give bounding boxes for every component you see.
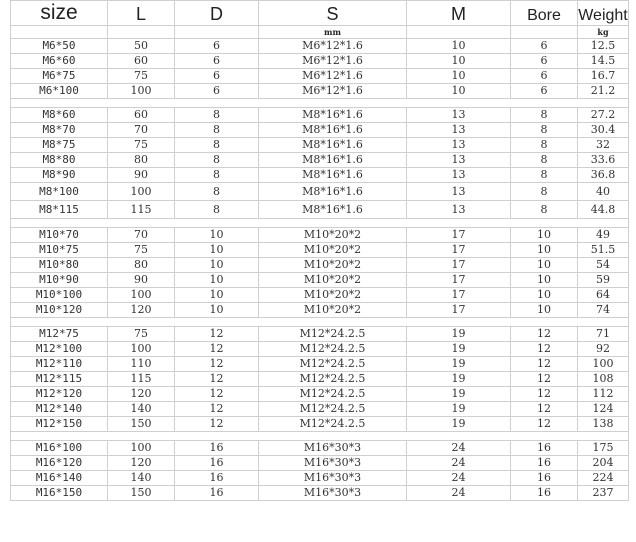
cell-m: 19 — [407, 372, 511, 387]
cell-bore: 12 — [511, 417, 578, 432]
cell-weight: 51.5 — [578, 243, 629, 258]
cell-l: 100 — [108, 183, 175, 201]
cell-weight: 36.8 — [578, 168, 629, 183]
cell-s: M6*12*1.6 — [259, 69, 407, 84]
cell-d: 10 — [175, 258, 259, 273]
group-spacer — [11, 99, 629, 108]
cell-weight: 92 — [578, 342, 629, 357]
cell-s: M10*20*2 — [259, 288, 407, 303]
cell-weight: 175 — [578, 441, 629, 456]
cell-bore: 16 — [511, 486, 578, 501]
table-row — [11, 288, 629, 303]
cell-l: 75 — [108, 138, 175, 153]
cell-m: 24 — [407, 441, 511, 456]
cell-m: 17 — [407, 228, 511, 243]
spec-table — [10, 0, 629, 501]
table-row — [11, 183, 629, 201]
cell-s: M10*20*2 — [259, 258, 407, 273]
table-row — [11, 84, 629, 99]
table-row — [11, 69, 629, 84]
cell-d: 10 — [175, 273, 259, 288]
cell-size: M12*75 — [11, 327, 108, 342]
cell-size: M10*90 — [11, 273, 108, 288]
cell-s: M8*16*1.6 — [259, 108, 407, 123]
table-row — [11, 39, 629, 54]
cell-bore: 12 — [511, 387, 578, 402]
cell-m: 19 — [407, 417, 511, 432]
cell-weight: 138 — [578, 417, 629, 432]
group-spacer — [11, 432, 629, 441]
cell-size: M8*115 — [11, 201, 108, 219]
cell-size: M8*75 — [11, 138, 108, 153]
cell-size: M12*115 — [11, 372, 108, 387]
cell-bore: 8 — [511, 183, 578, 201]
cell-size: M10*75 — [11, 243, 108, 258]
table-row — [11, 342, 629, 357]
cell-size: M16*140 — [11, 471, 108, 486]
cell-m: 13 — [407, 201, 511, 219]
cell-s: M10*20*2 — [259, 243, 407, 258]
table-row — [11, 486, 629, 501]
table-row — [11, 372, 629, 387]
cell-l: 75 — [108, 69, 175, 84]
cell-weight: 100 — [578, 357, 629, 372]
cell-m: 17 — [407, 303, 511, 318]
cell-m: 19 — [407, 357, 511, 372]
cell-m: 24 — [407, 456, 511, 471]
cell-d: 16 — [175, 456, 259, 471]
cell-weight: 108 — [578, 372, 629, 387]
cell-m: 10 — [407, 69, 511, 84]
cell-weight: 12.5 — [578, 39, 629, 54]
cell-s: M6*12*1.6 — [259, 39, 407, 54]
table-row — [11, 258, 629, 273]
cell-m: 19 — [407, 327, 511, 342]
cell-s: M16*30*3 — [259, 486, 407, 501]
cell-s: M10*20*2 — [259, 303, 407, 318]
cell-weight: 54 — [578, 258, 629, 273]
table-row — [11, 327, 629, 342]
cell-weight: 74 — [578, 303, 629, 318]
cell-l: 70 — [108, 123, 175, 138]
column-header-bore: Bore — [511, 1, 578, 26]
cell-l: 90 — [108, 273, 175, 288]
cell-l: 140 — [108, 471, 175, 486]
spacer-cell — [11, 99, 629, 108]
cell-weight: 21.2 — [578, 84, 629, 99]
cell-size: M12*120 — [11, 387, 108, 402]
cell-d: 8 — [175, 201, 259, 219]
column-header-m: M — [407, 1, 511, 26]
cell-weight: 27.2 — [578, 108, 629, 123]
spacer-cell — [11, 432, 629, 441]
cell-weight: 30.4 — [578, 123, 629, 138]
cell-d: 8 — [175, 138, 259, 153]
cell-d: 8 — [175, 183, 259, 201]
cell-s: M8*16*1.6 — [259, 201, 407, 219]
unit-cell-mm: mm — [259, 26, 407, 39]
cell-l: 110 — [108, 357, 175, 372]
cell-d: 12 — [175, 372, 259, 387]
column-header-d: D — [175, 1, 259, 26]
cell-m: 17 — [407, 288, 511, 303]
cell-d: 6 — [175, 39, 259, 54]
cell-bore: 16 — [511, 471, 578, 486]
cell-s: M6*12*1.6 — [259, 54, 407, 69]
cell-d: 12 — [175, 342, 259, 357]
table-row — [11, 54, 629, 69]
cell-m: 17 — [407, 243, 511, 258]
cell-bore: 12 — [511, 372, 578, 387]
cell-s: M16*30*3 — [259, 471, 407, 486]
cell-m: 10 — [407, 39, 511, 54]
cell-l: 150 — [108, 417, 175, 432]
cell-weight: 59 — [578, 273, 629, 288]
table-row — [11, 243, 629, 258]
cell-l: 50 — [108, 39, 175, 54]
cell-weight: 124 — [578, 402, 629, 417]
cell-size: M12*100 — [11, 342, 108, 357]
table-row — [11, 153, 629, 168]
cell-size: M8*60 — [11, 108, 108, 123]
cell-bore: 10 — [511, 303, 578, 318]
cell-m: 24 — [407, 471, 511, 486]
cell-d: 6 — [175, 69, 259, 84]
header-row — [11, 1, 629, 26]
cell-l: 150 — [108, 486, 175, 501]
cell-weight: 33.6 — [578, 153, 629, 168]
unit-cell — [11, 26, 108, 39]
cell-s: M8*16*1.6 — [259, 123, 407, 138]
cell-size: M8*90 — [11, 168, 108, 183]
cell-l: 115 — [108, 201, 175, 219]
cell-bore: 8 — [511, 108, 578, 123]
cell-d: 8 — [175, 153, 259, 168]
cell-d: 10 — [175, 303, 259, 318]
table-row — [11, 168, 629, 183]
unit-cell — [511, 26, 578, 39]
cell-weight: 40 — [578, 183, 629, 201]
cell-l: 115 — [108, 372, 175, 387]
cell-weight: 71 — [578, 327, 629, 342]
unit-cell-kg: kg — [578, 26, 629, 39]
cell-d: 10 — [175, 228, 259, 243]
cell-d: 10 — [175, 288, 259, 303]
cell-bore: 6 — [511, 39, 578, 54]
cell-m: 19 — [407, 387, 511, 402]
cell-l: 60 — [108, 54, 175, 69]
table-row — [11, 138, 629, 153]
cell-d: 12 — [175, 387, 259, 402]
cell-l: 75 — [108, 243, 175, 258]
cell-bore: 8 — [511, 123, 578, 138]
cell-bore: 6 — [511, 54, 578, 69]
cell-weight: 16.7 — [578, 69, 629, 84]
cell-l: 80 — [108, 258, 175, 273]
cell-bore: 8 — [511, 153, 578, 168]
cell-weight: 237 — [578, 486, 629, 501]
cell-m: 13 — [407, 183, 511, 201]
cell-bore: 10 — [511, 288, 578, 303]
cell-s: M10*20*2 — [259, 228, 407, 243]
table-row — [11, 123, 629, 138]
column-header-s: S — [259, 1, 407, 26]
cell-size: M10*80 — [11, 258, 108, 273]
cell-m: 13 — [407, 168, 511, 183]
cell-m: 13 — [407, 153, 511, 168]
cell-m: 19 — [407, 342, 511, 357]
cell-size: M12*110 — [11, 357, 108, 372]
cell-l: 100 — [108, 84, 175, 99]
cell-l: 100 — [108, 288, 175, 303]
cell-d: 10 — [175, 243, 259, 258]
cell-s: M8*16*1.6 — [259, 138, 407, 153]
cell-s: M6*12*1.6 — [259, 84, 407, 99]
cell-bore: 6 — [511, 69, 578, 84]
cell-size: M16*120 — [11, 456, 108, 471]
cell-weight: 112 — [578, 387, 629, 402]
cell-weight: 204 — [578, 456, 629, 471]
table-row — [11, 387, 629, 402]
table-row — [11, 456, 629, 471]
cell-s: M8*16*1.6 — [259, 168, 407, 183]
group-spacer — [11, 219, 629, 228]
cell-bore: 16 — [511, 456, 578, 471]
cell-size: M6*75 — [11, 69, 108, 84]
cell-s: M12*24.2.5 — [259, 387, 407, 402]
cell-weight: 224 — [578, 471, 629, 486]
unit-cell — [108, 26, 175, 39]
spacer-cell — [11, 318, 629, 327]
cell-bore: 8 — [511, 168, 578, 183]
cell-size: M10*70 — [11, 228, 108, 243]
table-body — [11, 39, 629, 501]
table-row — [11, 201, 629, 219]
cell-l: 120 — [108, 303, 175, 318]
cell-weight: 49 — [578, 228, 629, 243]
table-row — [11, 357, 629, 372]
cell-bore: 12 — [511, 342, 578, 357]
cell-s: M16*30*3 — [259, 456, 407, 471]
column-header-weight: Weight — [578, 1, 629, 26]
cell-l: 100 — [108, 441, 175, 456]
cell-m: 24 — [407, 486, 511, 501]
column-header-size: size — [11, 1, 108, 26]
table-row — [11, 441, 629, 456]
cell-size: M8*100 — [11, 183, 108, 201]
table-row — [11, 273, 629, 288]
cell-d: 8 — [175, 168, 259, 183]
cell-size: M8*70 — [11, 123, 108, 138]
cell-s: M8*16*1.6 — [259, 183, 407, 201]
cell-bore: 12 — [511, 357, 578, 372]
cell-bore: 6 — [511, 84, 578, 99]
cell-d: 8 — [175, 123, 259, 138]
cell-d: 16 — [175, 471, 259, 486]
cell-bore: 12 — [511, 327, 578, 342]
cell-m: 19 — [407, 402, 511, 417]
cell-s: M12*24.2.5 — [259, 402, 407, 417]
cell-bore: 8 — [511, 138, 578, 153]
cell-d: 12 — [175, 417, 259, 432]
cell-s: M10*20*2 — [259, 273, 407, 288]
cell-l: 90 — [108, 168, 175, 183]
unit-cell — [175, 26, 259, 39]
cell-bore: 12 — [511, 402, 578, 417]
cell-l: 120 — [108, 456, 175, 471]
cell-l: 120 — [108, 387, 175, 402]
cell-d: 8 — [175, 108, 259, 123]
cell-s: M16*30*3 — [259, 441, 407, 456]
cell-d: 12 — [175, 357, 259, 372]
cell-bore: 16 — [511, 441, 578, 456]
table-row — [11, 471, 629, 486]
cell-weight: 32 — [578, 138, 629, 153]
cell-size: M6*100 — [11, 84, 108, 99]
cell-m: 13 — [407, 108, 511, 123]
cell-m: 13 — [407, 138, 511, 153]
cell-l: 80 — [108, 153, 175, 168]
cell-size: M6*50 — [11, 39, 108, 54]
cell-s: M12*24.2.5 — [259, 417, 407, 432]
cell-d: 16 — [175, 486, 259, 501]
cell-weight: 14.5 — [578, 54, 629, 69]
cell-d: 12 — [175, 327, 259, 342]
cell-m: 10 — [407, 84, 511, 99]
cell-size: M6*60 — [11, 54, 108, 69]
group-spacer — [11, 318, 629, 327]
table-row — [11, 108, 629, 123]
cell-bore: 8 — [511, 201, 578, 219]
cell-l: 100 — [108, 342, 175, 357]
cell-d: 6 — [175, 54, 259, 69]
cell-m: 17 — [407, 258, 511, 273]
unit-cell — [407, 26, 511, 39]
cell-m: 13 — [407, 123, 511, 138]
cell-d: 16 — [175, 441, 259, 456]
table-row — [11, 402, 629, 417]
cell-l: 70 — [108, 228, 175, 243]
cell-s: M12*24.2.5 — [259, 327, 407, 342]
cell-bore: 10 — [511, 243, 578, 258]
column-header-l: L — [108, 1, 175, 26]
cell-size: M12*140 — [11, 402, 108, 417]
cell-s: M12*24.2.5 — [259, 372, 407, 387]
table-row — [11, 303, 629, 318]
cell-bore: 10 — [511, 228, 578, 243]
cell-size: M10*120 — [11, 303, 108, 318]
cell-size: M16*100 — [11, 441, 108, 456]
cell-d: 6 — [175, 84, 259, 99]
cell-s: M12*24.2.5 — [259, 342, 407, 357]
cell-l: 60 — [108, 108, 175, 123]
cell-weight: 64 — [578, 288, 629, 303]
spacer-cell — [11, 219, 629, 228]
cell-s: M12*24.2.5 — [259, 357, 407, 372]
table-row — [11, 228, 629, 243]
cell-l: 140 — [108, 402, 175, 417]
cell-l: 75 — [108, 327, 175, 342]
cell-size: M16*150 — [11, 486, 108, 501]
cell-s: M8*16*1.6 — [259, 153, 407, 168]
cell-bore: 10 — [511, 258, 578, 273]
cell-m: 10 — [407, 54, 511, 69]
cell-d: 12 — [175, 402, 259, 417]
cell-m: 17 — [407, 273, 511, 288]
cell-bore: 10 — [511, 273, 578, 288]
unit-row — [11, 26, 629, 39]
table-row — [11, 417, 629, 432]
cell-size: M12*150 — [11, 417, 108, 432]
cell-size: M8*80 — [11, 153, 108, 168]
cell-size: M10*100 — [11, 288, 108, 303]
cell-weight: 44.8 — [578, 201, 629, 219]
